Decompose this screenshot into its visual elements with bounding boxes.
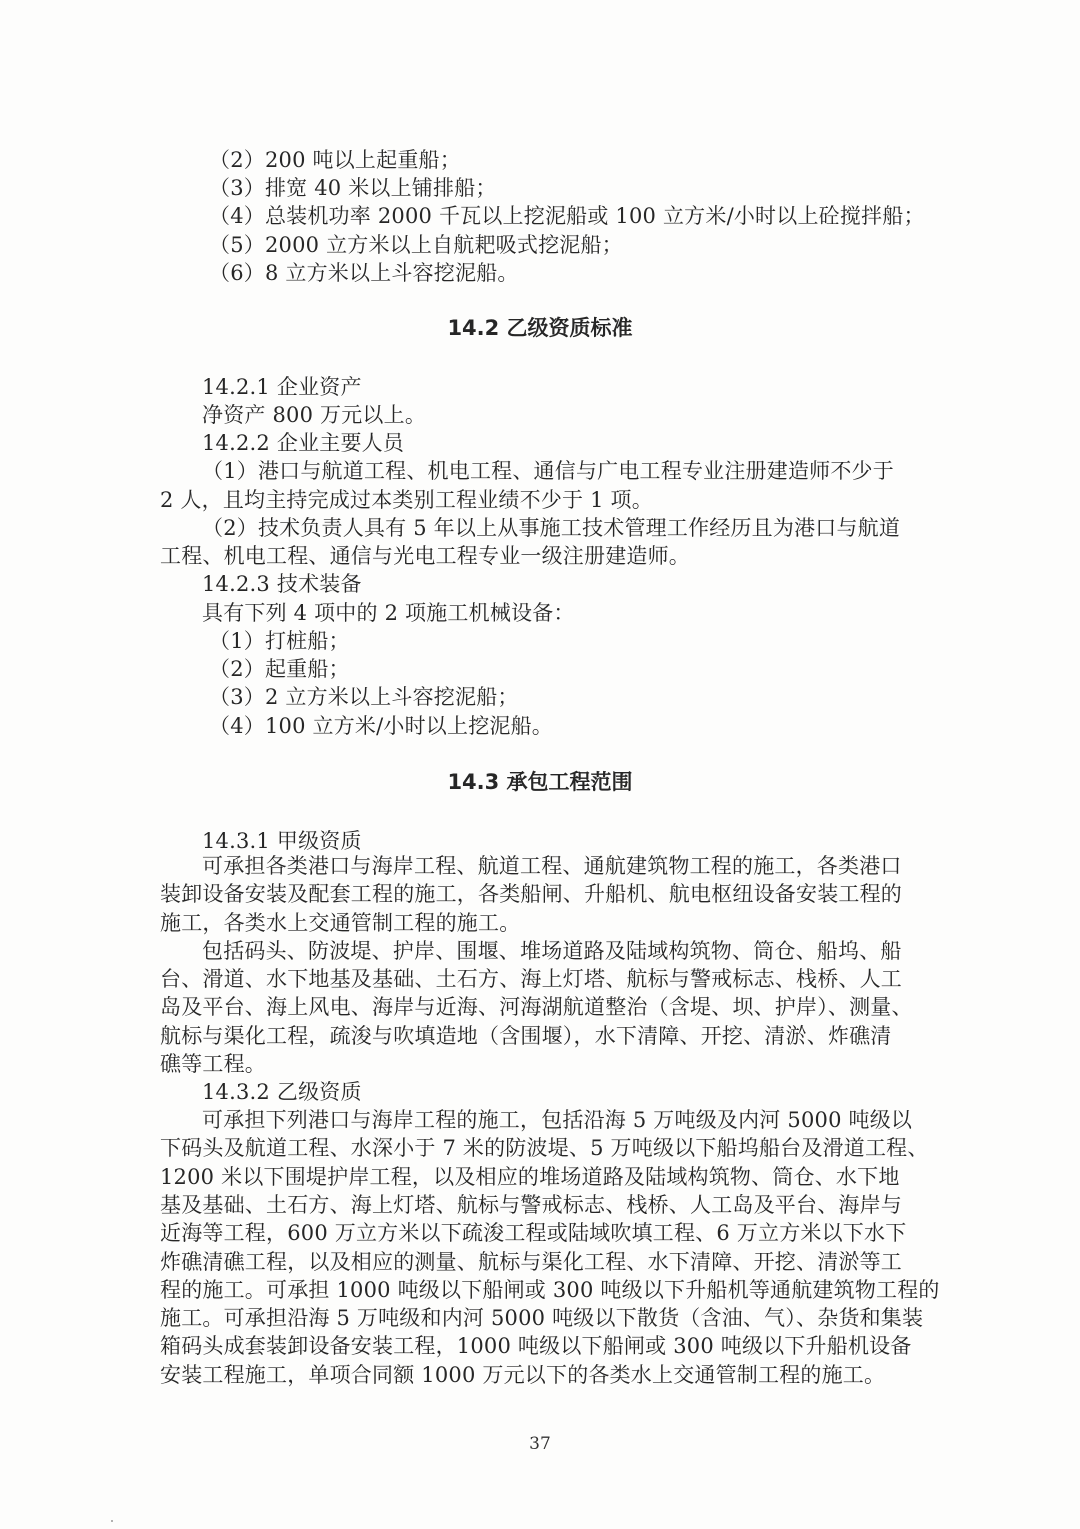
- paragraph-line: 包括码头、防波堤、护岸、围堰、堆场道路及陆域构筑物、筒仓、船坞、船: [202, 939, 902, 963]
- list-item: （4）100 立方米/小时以上挖泥船。: [209, 714, 553, 738]
- paragraph-line: 具有下列 4 项中的 2 项施工机械设备：: [202, 601, 575, 625]
- paragraph-line: 可承担下列港口与海岸工程的施工，包括沿海 5 万吨级及内河 5000 吨级以: [202, 1108, 913, 1132]
- paragraph-line: 礁等工程。: [160, 1052, 266, 1076]
- paragraph-line: 岛及平台、海上风电、海岸与近海、河海湖航道整治（含堤、坝、护岸）、测量、: [160, 995, 913, 1019]
- paragraph-line: 炸礁清礁工程，以及相应的测量、航标与渠化工程、水下清障、开挖、清淤等工: [160, 1250, 902, 1274]
- list-item: （4）总装机功率 2000 千瓦以上挖泥船或 100 立方米/小时以上砼搅拌船；: [209, 204, 925, 228]
- list-item: （6）8 立方米以上斗容挖泥船。: [209, 261, 519, 285]
- list-item: （1）打桩船；: [209, 629, 350, 653]
- page-number: 37: [529, 1434, 551, 1454]
- paragraph-line: （2）技术负责人具有 5 年以上从事施工技术管理工作经历且为港口与航道: [202, 516, 901, 540]
- list-item: （3）排宽 40 米以上铺排船；: [209, 176, 497, 200]
- subsection-title: 14.3.1 甲级资质: [202, 829, 362, 853]
- paragraph-line: 航标与渠化工程，疏浚与吹填造地（含围堰），水下清障、开挖、清淤、炸礁清: [160, 1024, 892, 1048]
- list-item: （2）200 吨以上起重船；: [209, 148, 461, 172]
- paragraph-line: 安装工程施工，单项合同额 1000 万元以下的各类水上交通管制工程的施工。: [160, 1363, 886, 1387]
- subsection-title: 14.3.2 乙级资质: [202, 1080, 362, 1104]
- paragraph-line: （1）港口与航道工程、机电工程、通信与广电工程专业注册建造师不少于: [202, 459, 894, 483]
- subsection-title: 14.2.2 企业主要人员: [202, 431, 405, 455]
- paragraph-line: 箱码头成套装卸设备安装工程，1000 吨级以下船闸或 300 吨级以下升船机设备: [160, 1334, 912, 1358]
- paragraph-line: 台、滑道、水下地基及基础、土石方、海上灯塔、航标与警戒标志、栈桥、人工: [160, 967, 902, 991]
- paragraph-line: 工程、机电工程、通信与光电工程专业一级注册建造师。: [160, 544, 690, 568]
- paragraph-line: 1200 米以下围堤护岸工程，以及相应的堆场道路及陆域构筑物、筒仓、水下地: [160, 1165, 900, 1189]
- list-item: （3）2 立方米以上斗容挖泥船；: [209, 685, 519, 709]
- section-heading-14-2: 14.2 乙级资质标准: [447, 316, 633, 340]
- paragraph-line: 可承担各类港口与海岸工程、航道工程、通航建筑物工程的施工，各类港口: [202, 854, 902, 878]
- list-item: （2）起重船；: [209, 657, 350, 681]
- paragraph-line: 净资产 800 万元以上。: [202, 403, 427, 427]
- paragraph-line: 程的施工。可承担 1000 吨级以下船闸或 300 吨级以下升船机等通航建筑物工程的: [160, 1278, 940, 1302]
- paragraph-line: 基及基础、土石方、海上灯塔、航标与警戒标志、栈桥、人工岛及平台、海岸与: [160, 1193, 902, 1217]
- subsection-title: 14.2.3 技术装备: [202, 572, 362, 596]
- paragraph-line: 装卸设备安装及配套工程的施工，各类船闸、升船机、航电枢纽设备安装工程的: [160, 882, 902, 906]
- list-item: （5）2000 立方米以上自航耙吸式挖泥船；: [209, 233, 623, 257]
- paragraph-line: 施工，各类水上交通管制工程的施工。: [160, 911, 521, 935]
- paragraph-line: 下码头及航道工程、水深小于 7 米的防波堤、5 万吨级以下船坞船台及滑道工程、: [160, 1136, 929, 1160]
- paragraph-line: 施工。可承担沿海 5 万吨级和内河 5000 吨级以下散货（含油、气）、杂货和集装: [160, 1306, 924, 1330]
- paragraph-line: 2 人，且均主持完成过本类别工程业绩不少于 1 项。: [160, 488, 653, 512]
- section-heading-14-3: 14.3 承包工程范围: [447, 770, 633, 794]
- scan-speck: [111, 1520, 113, 1522]
- subsection-title: 14.2.1 企业资产: [202, 375, 362, 399]
- paragraph-line: 近海等工程，600 万立方米以下疏浚工程或陆域吹填工程、6 万立方米以下水下: [160, 1221, 907, 1245]
